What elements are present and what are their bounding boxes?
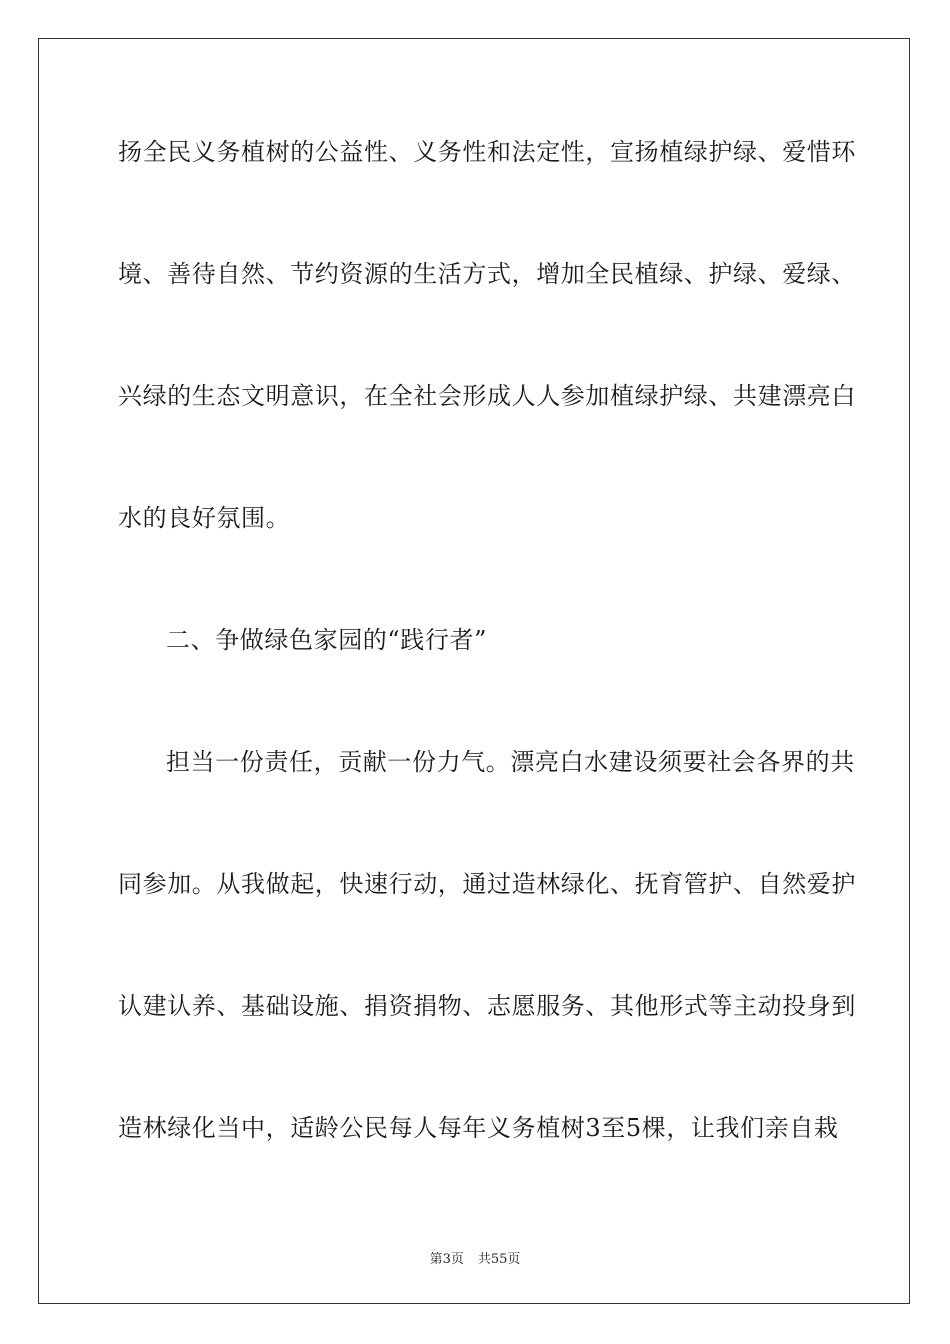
body-text-line: 同参加。从我做起，快速行动，通过造林绿化、抚育管护、自然爱护 bbox=[118, 870, 856, 898]
body-text-line: 担当一份责任，贡献一份力气。漂亮白水建设须要社会各界的共 bbox=[166, 748, 855, 776]
body-text-line: 造林绿化当中，适龄公民每人每年义务植树3至5棵，让我们亲自栽 bbox=[118, 1114, 839, 1142]
total-pages: 共55页 bbox=[477, 1252, 521, 1267]
body-text-line: 认建认养、基础设施、捐资捐物、志愿服务、其他形式等主动投身到 bbox=[118, 992, 856, 1020]
body-text-line: 扬全民义务植树的公益性、义务性和法定性，宣扬植绿护绿、爱惜环 bbox=[118, 138, 856, 166]
body-text-line: 境、善待自然、节约资源的生活方式，增加全民植绿、护绿、爱绿、 bbox=[118, 260, 856, 288]
page-number: 第3页 bbox=[429, 1252, 464, 1267]
body-text-line: 水的良好氛围。 bbox=[118, 504, 291, 532]
body-text-line: 兴绿的生态文明意识，在全社会形成人人参加植绿护绿、共建漂亮白 bbox=[118, 382, 856, 410]
page-footer bbox=[0, 1248, 950, 1267]
section-heading: 二、争做绿色家园的“践行者” bbox=[166, 626, 487, 654]
